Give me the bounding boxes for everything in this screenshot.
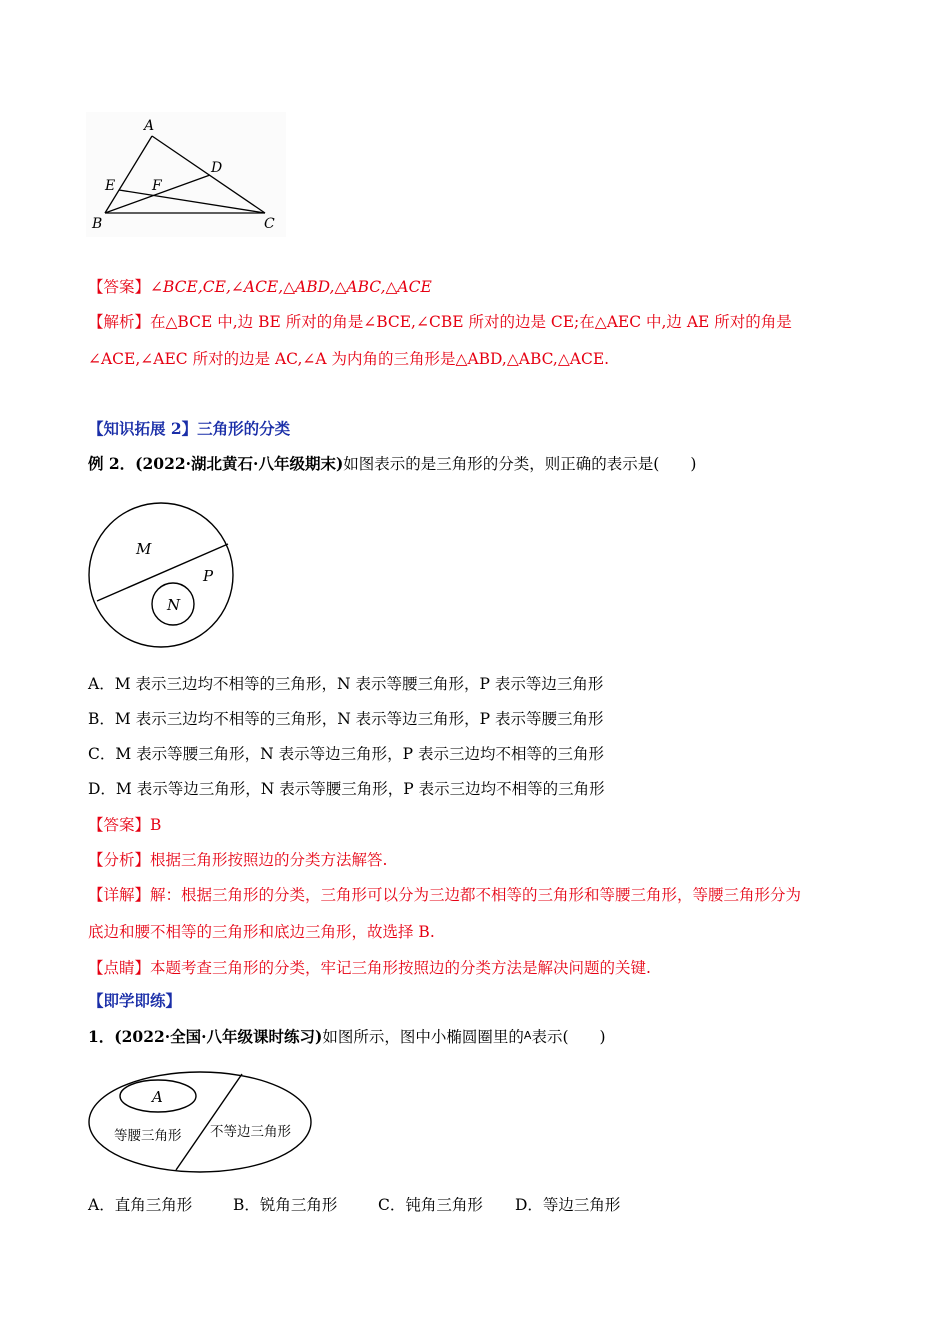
label-m: M <box>136 540 152 558</box>
analysis-text-2: ∠ACE,∠AEC 所对的边是 AC,∠A 为内角的三角形是△ABD,△ABC,△ACE. <box>88 350 610 368</box>
circle-figure <box>86 500 246 650</box>
xiangjie-tag: 【详解】 <box>88 886 151 904</box>
ellipse-figure <box>86 1066 318 1176</box>
analysis-tag: 【解析】 <box>88 313 151 331</box>
practice-symbol: A <box>523 1029 532 1042</box>
answer-2-tag: 【答案】 <box>88 816 151 834</box>
practice-option-a: A．直角三角形 <box>88 1196 193 1214</box>
answer-text: ∠BCE,CE,∠ACE,△ABD,△ABC,△ACE <box>150 278 432 296</box>
option-a: A．M 表示三边均不相等的三角形，N 表示等腰三角形，P 表示等边三角形 <box>88 675 604 693</box>
divider-line <box>176 1074 242 1170</box>
dianjing-text: 本题考查三角形的分类，牢记三角形按照边的分类方法是解决问题的关键. <box>150 959 651 977</box>
practice-end: 表示( ) <box>531 1028 606 1046</box>
outer-ellipse <box>89 1072 311 1172</box>
practice-option-d: D．等边三角形 <box>515 1196 621 1214</box>
label-p: P <box>203 567 214 585</box>
label-b: B <box>92 216 103 232</box>
example-2-stem: 如图表示的是三角形的分类，则正确的表示是( ) <box>343 455 697 473</box>
fenxi-tag: 【分析】 <box>88 851 151 869</box>
fenxi <box>88 849 387 871</box>
fenxi-text: 根据三角形按照边的分类方法解答. <box>150 851 388 869</box>
label-scalene: 不等边三角形 <box>210 1124 291 1140</box>
label-f: F <box>152 178 162 194</box>
answer-2 <box>88 814 161 836</box>
example-2-question <box>88 453 696 475</box>
analysis-text-1: 在△BCE 中,边 BE 所对的角是∠BCE,∠CBE 所对的边是 CE;在△AEC 中,边 AE 所对的角是 <box>150 313 792 331</box>
label-isosceles: 等腰三角形 <box>114 1128 182 1144</box>
option-c: C．M 表示等腰三角形，N 表示等边三角形，P 表示三边均不相等的三角形 <box>88 745 605 763</box>
section-heading: 【知识拓展 2】三角形的分类 <box>88 419 291 438</box>
answer-1 <box>88 276 432 298</box>
dianjing-tag: 【点睛】 <box>88 959 151 977</box>
answer-2-value: B <box>150 816 162 834</box>
xiangjie-line-1 <box>88 884 801 906</box>
practice-option-b: B．锐角三角形 <box>233 1196 338 1214</box>
analysis-line-1 <box>88 311 792 333</box>
option-d: D．M 表示等边三角形，N 表示等腰三角形，P 表示三边均不相等的三角形 <box>88 780 605 798</box>
xiangjie-text-1: 解：根据三角形的分类，三角形可以分为三边都不相等的三角形和等腰三角形，等腰三角形分为 <box>150 886 802 904</box>
option-b: B．M 表示三边均不相等的三角形，N 表示等边三角形，P 表示等腰三角形 <box>88 710 604 728</box>
label-c: C <box>264 216 275 232</box>
practice-question <box>88 1025 606 1048</box>
practice-prefix: 1．(2022·全国·八年级课时练习) <box>88 1027 323 1046</box>
label-e: E <box>105 178 116 194</box>
label-a: A <box>144 118 155 134</box>
label-a-ellipse: A <box>152 1088 163 1106</box>
analysis-line-2 <box>88 348 609 370</box>
triangle-figure <box>86 112 286 237</box>
practice-option-c: C．钝角三角形 <box>378 1196 483 1214</box>
answer-tag: 【答案】 <box>88 278 151 296</box>
xiangjie-line-2: 底边和腰不相等的三角形和底边三角形，故选择 B. <box>88 923 435 941</box>
practice-heading: 【即学即练】 <box>88 991 182 1010</box>
example-2-prefix: 例 2．(2022·湖北黄石·八年级期末) <box>88 454 344 473</box>
practice-stem: 如图所示，图中小椭圆圈里的 <box>322 1028 524 1046</box>
practice-options <box>88 1194 620 1216</box>
dianjing <box>88 957 651 979</box>
label-d: D <box>211 160 223 176</box>
label-n: N <box>167 596 181 614</box>
